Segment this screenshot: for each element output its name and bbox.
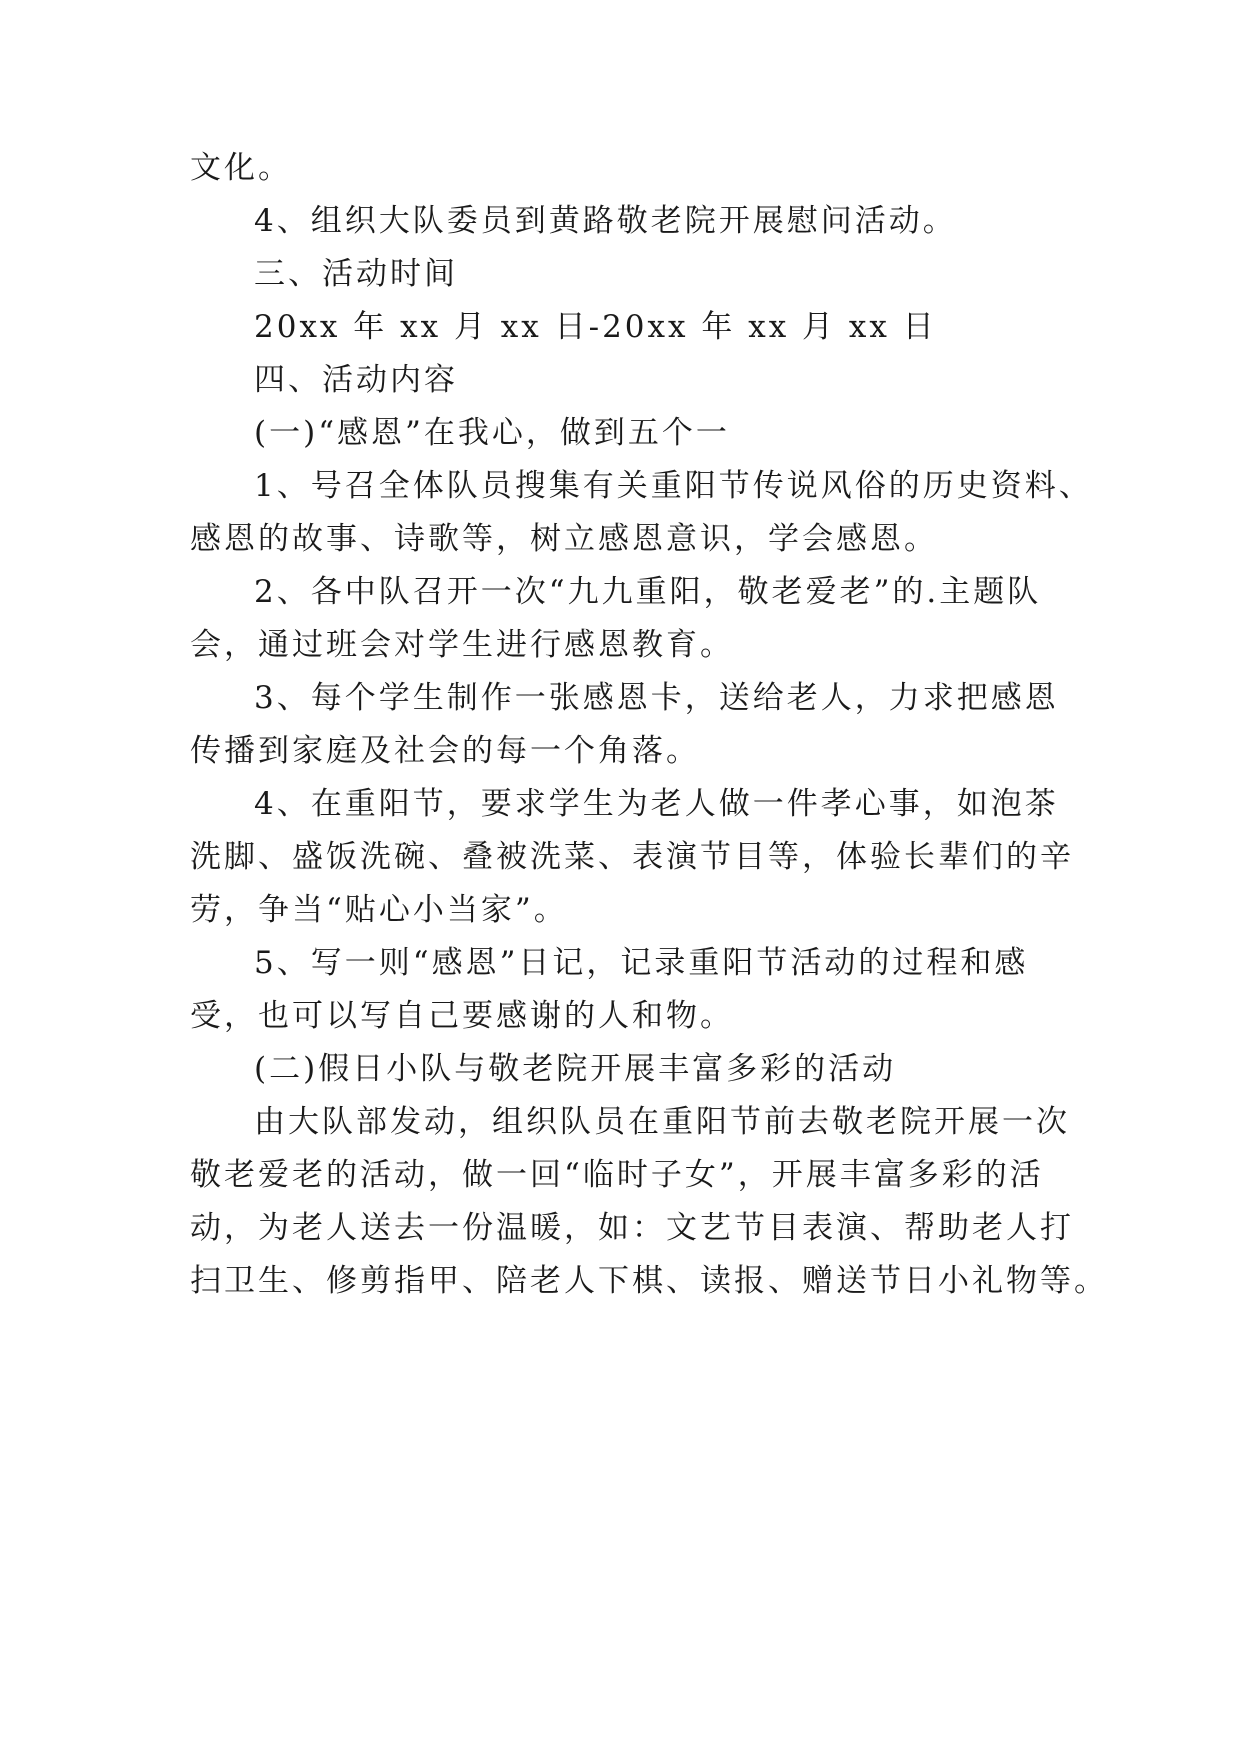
paragraph-line: 1、号召全体队员搜集有关重阳节传说风俗的历史资料、 [254, 468, 1093, 504]
paragraph-line: 传播到家庭及社会的每一个角落。 [190, 733, 700, 769]
paragraph-line: 动，为老人送去一份温暖，如：文艺节目表演、帮助老人打 [190, 1210, 1074, 1246]
subsection-heading: (二)假日小队与敬老院开展丰富多彩的活动 [254, 1051, 897, 1087]
paragraph-line: 劳，争当“贴心小当家”。 [190, 892, 568, 928]
paragraph-line: 受，也可以写自己要感谢的人和物。 [190, 998, 734, 1034]
paragraph-line: 3、每个学生制作一张感恩卡，送给老人，力求把感恩 [254, 680, 1059, 716]
paragraph-line: 敬老爱老的活动，做一回“临时子女”，开展丰富多彩的活 [190, 1157, 1044, 1193]
paragraph-line: 4、在重阳节，要求学生为老人做一件孝心事，如泡茶 [254, 786, 1059, 822]
paragraph-line: 由大队部发动，组织队员在重阳节前去敬老院开展一次 [254, 1104, 1070, 1140]
paragraph-line: 感恩的故事、诗歌等，树立感恩意识，学会感恩。 [190, 521, 938, 557]
section-heading: 四、活动内容 [254, 362, 458, 398]
paragraph-line: 扫卫生、修剪指甲、陪老人下棋、读报、赠送节日小礼物等。 [190, 1263, 1108, 1299]
paragraph-line: 4、组织大队委员到黄路敬老院开展慰问活动。 [254, 203, 957, 239]
section-heading: 三、活动时间 [254, 256, 458, 292]
paragraph-line: 文化。 [190, 150, 292, 186]
paragraph-line: 2、各中队召开一次“九九重阳，敬老爱老”的.主题队 [254, 574, 1042, 610]
subsection-heading: (一)“感恩”在我心，做到五个一 [254, 415, 730, 451]
paragraph-line: 20xx 年 xx 月 xx 日-20xx 年 xx 月 xx 日 [254, 309, 937, 345]
paragraph-line: 会，通过班会对学生进行感恩教育。 [190, 627, 734, 663]
paragraph-line: 5、写一则“感恩”日记，记录重阳节活动的过程和感 [254, 945, 1029, 981]
paragraph-line: 洗脚、盛饭洗碗、叠被洗菜、表演节目等，体验长辈们的辛 [190, 839, 1074, 875]
